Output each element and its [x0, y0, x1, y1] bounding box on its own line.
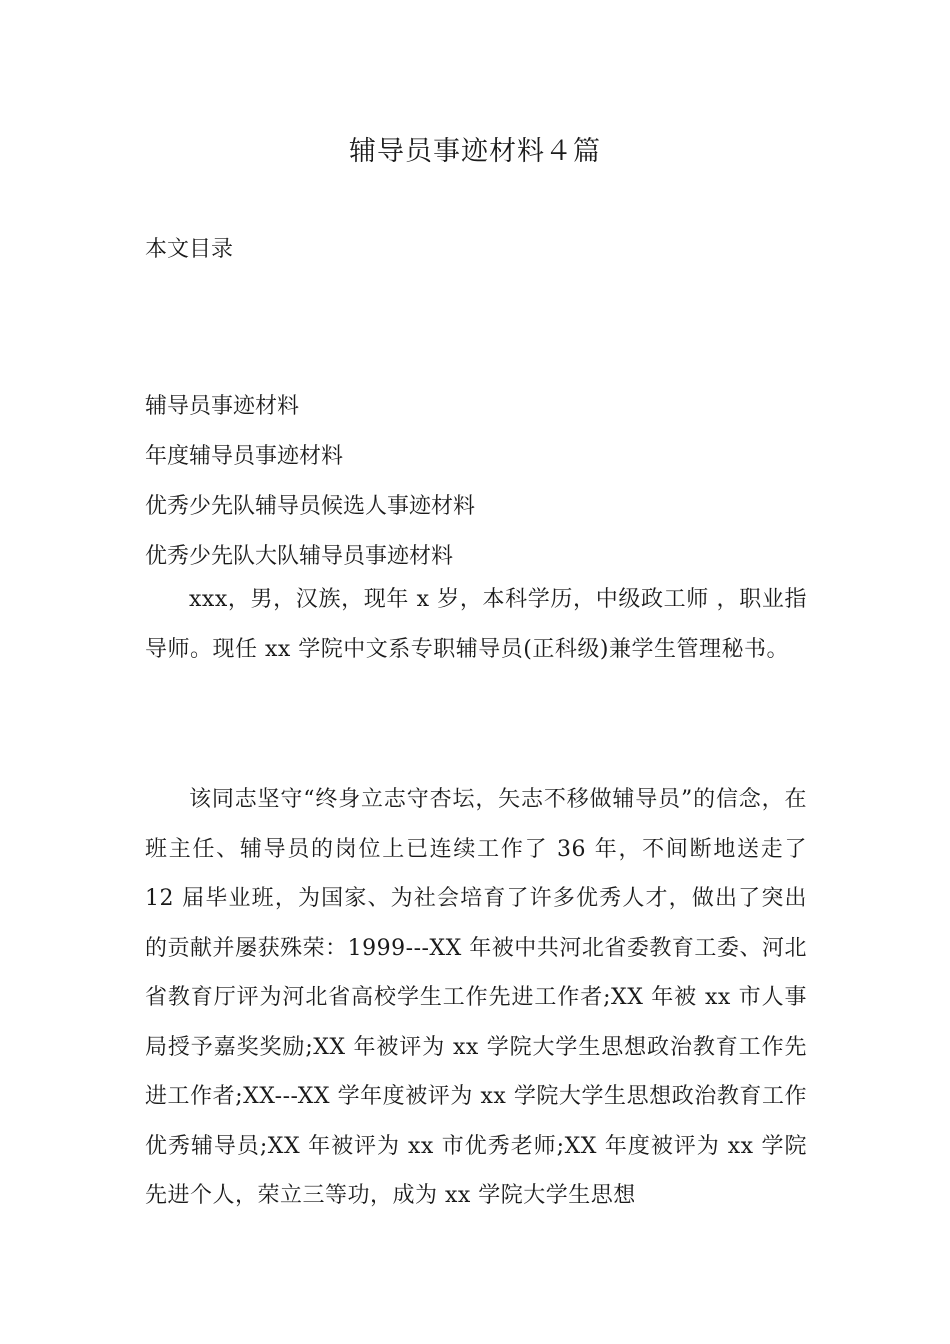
toc-item: 优秀少先队大队辅导员事迹材料: [145, 544, 454, 569]
document-title: 辅导员事迹材料４篇: [349, 136, 601, 167]
toc-heading: 本文目录: [145, 237, 234, 262]
toc-item: 年度辅导员事迹材料: [145, 444, 344, 469]
toc-item: 优秀少先队辅导员候选人事迹材料: [145, 494, 476, 519]
toc-item: 辅导员事迹材料: [145, 394, 300, 419]
toc-list: [145, 382, 475, 582]
body-paragraph: 该同志坚守“终身立志守杏坛，矢志不移做辅导员”的信念，在班主任、辅导员的岗位上已连续工作了 36 年，不间断地送走了 12 届毕业班，为国家、为社会培育了许多优秀人才，做出了突出的贡献并屡获殊荣：1999---XX 年被中共河北省委教育工委、河北省教育厅评为河北省高校学生工作先进工作者;XX 年被 xx 市人事局授予嘉奖奖励;XX 年被评为 xx 学院大学生思想政治教育工作先进工作者;XX---XX 学年度被评为 xx 学院大学生思想政治教育工作优秀辅导员;XX 年被评为 xx 市优秀老师;XX 年度被评为 xx 学院先进个人，荣立三等功，成为 xx 学院大学生思想: [145, 787, 807, 1208]
body-paragraph: xxx，男，汉族，现年 x 岁，本科学历，中级政工师 ，职业指导师。现任 xx 学院中文系专职辅导员(正科级)兼学生管理秘书。: [145, 587, 807, 662]
